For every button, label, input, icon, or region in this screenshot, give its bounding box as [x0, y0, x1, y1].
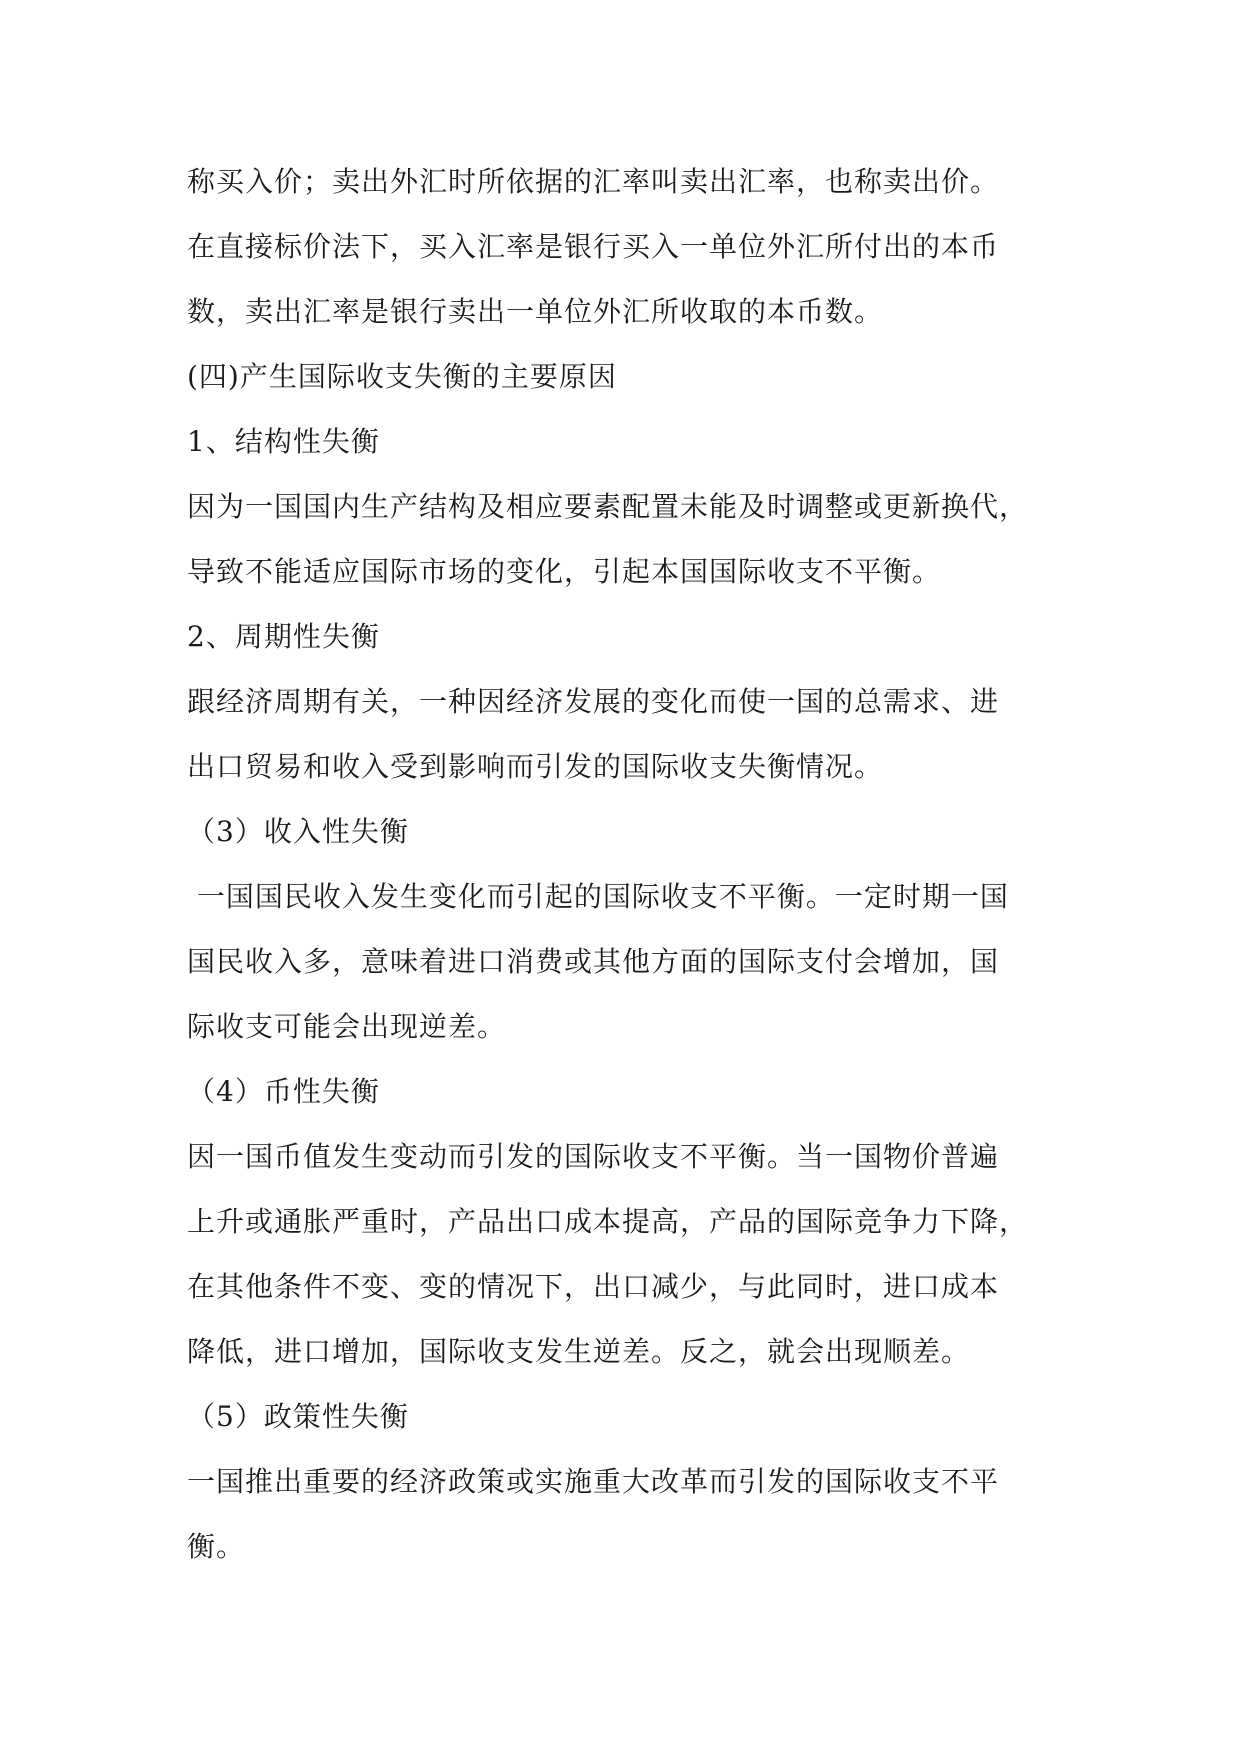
text-line: 导致不能适应国际市场的变化，引起本国国际收支不平衡。: [187, 555, 942, 588]
text-line: 因一国币值发生变动而引发的国际收支不平衡。当一国物价普遍: [187, 1140, 1000, 1173]
text-line: 出口贸易和收入受到影响而引发的国际收支失衡情况。: [187, 750, 884, 783]
text-line: 因为一国国内生产结构及相应要素配置未能及时调整或更新换代，: [187, 490, 1029, 523]
subsection-heading: （5）政策性失衡: [187, 1400, 409, 1433]
text-line: 数，卖出汇率是银行卖出一单位外汇所收取的本币数。: [187, 295, 884, 328]
subsection-heading: 2、周期性失衡: [187, 620, 380, 653]
text-line: 际收支可能会出现逆差。: [187, 1010, 507, 1043]
text-line: 称买入价；卖出外汇时所依据的汇率叫卖出汇率，也称卖出价。: [187, 165, 1000, 198]
subsection-heading: （4）币性失衡: [187, 1075, 380, 1108]
text-line: 降低，进口增加，国际收支发生逆差。反之，就会出现顺差。: [187, 1335, 971, 1368]
section-heading: (四)产生国际收支失衡的主要原因: [187, 360, 617, 393]
document-body: [187, 160, 1067, 1590]
text-line: 在直接标价法下，买入汇率是银行买入一单位外汇所付出的本币: [187, 230, 1000, 263]
text-line: 上升或通胀严重时，产品出口成本提高，产品的国际竞争力下降，: [187, 1205, 1029, 1238]
text-line: 一国推出重要的经济政策或实施重大改革而引发的国际收支不平: [187, 1465, 1000, 1498]
text-line: 跟经济周期有关，一种因经济发展的变化而使一国的总需求、进: [187, 685, 1000, 718]
text-line: 国民收入多，意味着进口消费或其他方面的国际支付会增加，国: [187, 945, 1000, 978]
subsection-heading: （3）收入性失衡: [187, 815, 409, 848]
text-line: 在其他条件不变、变的情况下，出口减少，与此同时，进口成本: [187, 1270, 1000, 1303]
text-line: 一国国民收入发生变化而引起的国际收支不平衡。一定时期一国: [187, 880, 1009, 913]
subsection-heading: 1、结构性失衡: [187, 425, 380, 458]
text-line: 衡。: [187, 1530, 246, 1563]
